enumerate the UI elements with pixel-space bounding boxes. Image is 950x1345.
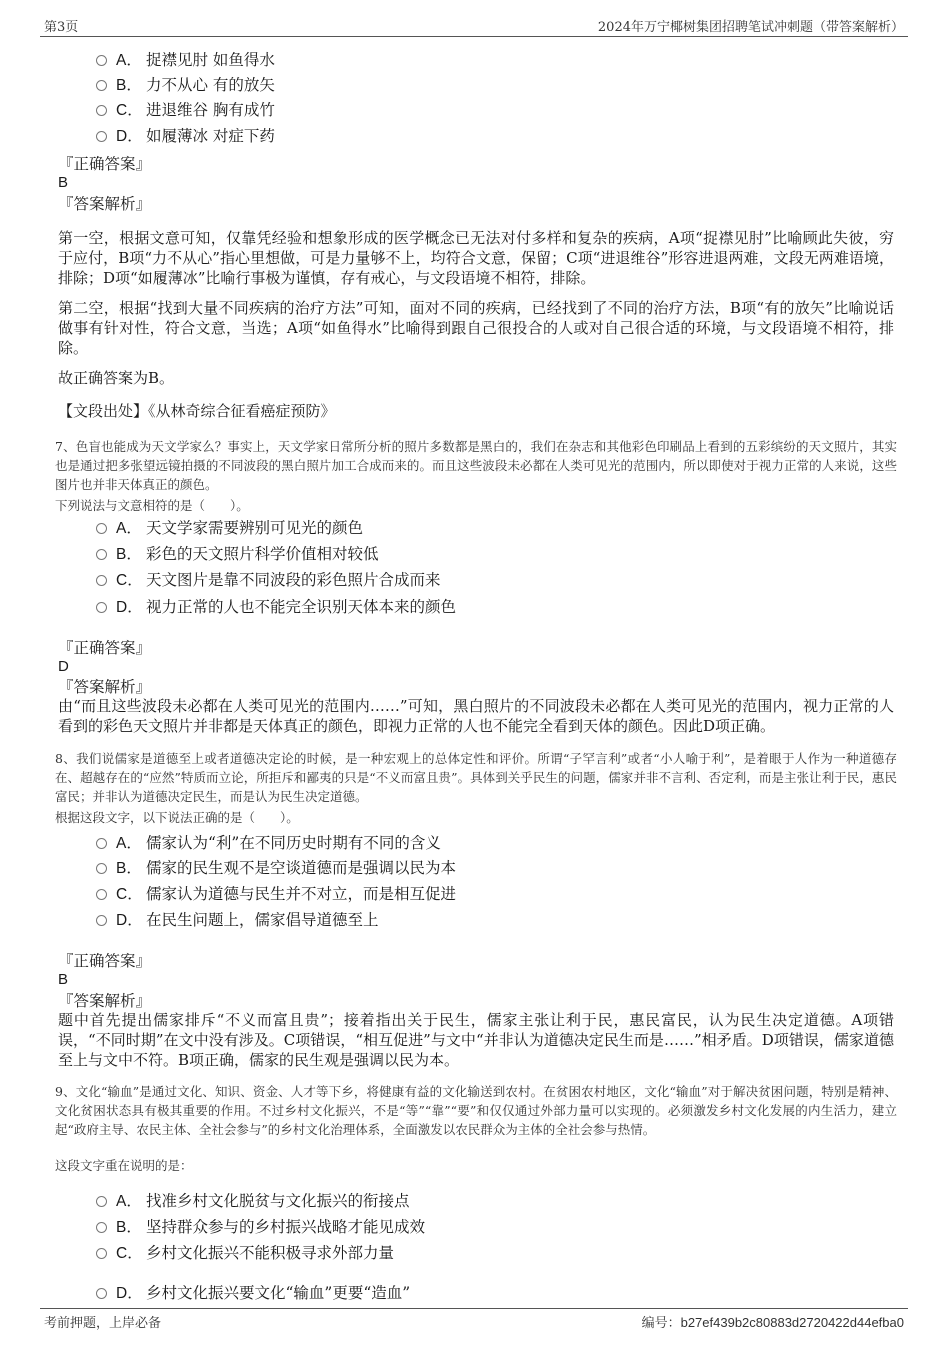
- footer-slogan: 考前押题，上岸必备: [44, 1316, 162, 1331]
- option-text: 彩色的天文照片科学价值相对较低: [146, 545, 379, 563]
- q8-answer-label: 『正确答案』: [58, 952, 152, 970]
- radio-icon[interactable]: [96, 889, 107, 900]
- q6-source: 【文段出处】《从林奇综合征看癌症预防》: [58, 402, 336, 420]
- q6-option-b[interactable]: B． 力不从心 有的放矢: [96, 74, 275, 96]
- q9-stem: 9、文化“输血”是通过文化、知识、资金、人才等下乡，将健康有益的文化输送到农村。在贫困农村地区，文化“输血”对于解决贫困问题，特别是精神、文化贫困状态具有极其重要的作用。不过乡村文化振兴，不是“等”“靠”“要”和仅仅通过外部力量可以实现的。必须激发乡村文化发展的内生活力，建立起“政府主导、农民主体、全社会参与”的乡村文化治理体系，全面激发以农民群众为主体的全社会参与热情。: [55, 1084, 897, 1137]
- q9-option-c[interactable]: C． 乡村文化振兴不能积极寻求外部力量: [96, 1242, 394, 1264]
- code-value: b27ef439b2c80883d2720422d44efba0: [680, 1315, 904, 1330]
- radio-icon[interactable]: [96, 863, 107, 874]
- code-label: 编号：: [641, 1316, 681, 1331]
- option-text: 找准乡村文化脱贫与文化振兴的衔接点: [146, 1192, 410, 1210]
- radio-icon[interactable]: [96, 838, 107, 849]
- q8-option-d[interactable]: D． 在民生问题上，儒家倡导道德至上: [96, 909, 379, 931]
- q7-option-d[interactable]: D． 视力正常的人也不能完全识别天体本来的颜色: [96, 596, 456, 618]
- q6-option-d[interactable]: D． 如履薄冰 对症下药: [96, 125, 275, 147]
- q6-analysis-para2: 第二空，根据“找到大量不同疾病的治疗方法”可知，面对不同的疾病，已经找到了不同的治疗方法，B项“有的放矢”比喻说话做事有针对性，符合文意，当选；A项“如鱼得水”比喻得到跟自己很投合的人或对自己很合适的环境，与文段语境不相符，排除。: [58, 299, 894, 357]
- q9-option-a[interactable]: A． 找准乡村文化脱贫与文化振兴的衔接点: [96, 1190, 410, 1212]
- option-text: 坚持群众参与的乡村振兴战略才能见成效: [146, 1218, 426, 1236]
- q6-analysis-label: 『答案解析』: [58, 195, 152, 213]
- q7-answer-label: 『正确答案』: [58, 639, 152, 657]
- q7-option-c[interactable]: C． 天文图片是靠不同波段的彩色照片合成而来: [96, 569, 441, 591]
- q6-option-c[interactable]: C． 进退维谷 胸有成竹: [96, 99, 275, 121]
- q8-analysis-label: 『答案解析』: [58, 992, 152, 1010]
- q6-answer-label: 『正确答案』: [58, 155, 152, 173]
- q7-option-a[interactable]: A． 天文学家需要辨别可见光的颜色: [96, 517, 363, 539]
- option-text: 儒家认为道德与民生并不对立，而是相互促进: [146, 885, 457, 903]
- radio-icon[interactable]: [96, 1196, 107, 1207]
- page-footer: [40, 1312, 908, 1332]
- q7-option-b[interactable]: B． 彩色的天文照片科学价值相对较低: [96, 543, 379, 565]
- radio-icon[interactable]: [96, 602, 107, 613]
- radio-icon[interactable]: [96, 1248, 107, 1259]
- q9-option-d[interactable]: D． 乡村文化振兴要文化“输血”更要“造血”: [96, 1282, 410, 1304]
- radio-icon[interactable]: [96, 1288, 107, 1299]
- document-code: [642, 1312, 904, 1331]
- radio-icon[interactable]: [96, 575, 107, 586]
- q6-analysis-para1: 第一空，根据文意可知，仅靠凭经验和想象形成的医学概念已无法对付多样和复杂的疾病，A项“捉襟见肘”比喻顾此失彼，穷于应付，B项“力不从心”指心里想做，可是力量够不上，均符合文意，保留；C项“进退维谷”形容进退两难，文段无两难语境，排除；D项“如履薄冰”比喻行事极为谨慎，存有戒心，与文段语境不相符，排除。: [58, 229, 894, 287]
- option-text: 天文图片是靠不同波段的彩色照片合成而来: [146, 571, 441, 589]
- q6-analysis-conclusion: 故正确答案为B。: [58, 369, 175, 387]
- q8-question: 根据这段文字，以下说法正确的是（ ）。: [55, 810, 299, 825]
- q8-answer: B: [58, 971, 69, 988]
- q9-question: 这段文字重在说明的是：: [55, 1158, 193, 1173]
- radio-icon[interactable]: [96, 1222, 107, 1233]
- footer-divider: [40, 1308, 908, 1309]
- q8-option-c[interactable]: C． 儒家认为道德与民生并不对立，而是相互促进: [96, 883, 456, 905]
- option-text: 儒家的民生观不是空谈道德而是强调以民为本: [146, 859, 457, 877]
- page-number: 第3页: [44, 20, 79, 35]
- option-text: 进退维谷 胸有成竹: [146, 101, 275, 119]
- option-text: 力不从心 有的放矢: [146, 76, 275, 94]
- radio-icon[interactable]: [96, 80, 107, 91]
- q7-stem: 7、色盲也能成为天文学家么？事实上，天文学家日常所分析的照片多数都是黑白的，我们在杂志和其他彩色印刷品上看到的五彩缤纷的天文照片，其实也是通过把多张望远镜拍摄的不同波段的黑白照片加工合成而来的。而且这些波段未必都在人类可见光的范围内，所以即使对于视力正常的人来说，这些图片也并非天体真正的颜色。: [55, 439, 897, 492]
- q8-analysis: 题中首先提出儒家排斥“不义而富且贵”；接着指出关于民生，儒家主张让利于民，惠民富民，认为民生决定道德。A项错误，“不同时期”在文中没有涉及。C项错误，“相互促进”与文中“并非认为道德决定民生而是……”相矛盾。D项错误，儒家道德至上与文中不符。B项正确，儒家的民生观是强调以民为本。: [58, 1011, 894, 1069]
- radio-icon[interactable]: [96, 549, 107, 560]
- q8-stem: 8、我们说儒家是道德至上或者道德决定论的时候，是一种宏观上的总体定性和评价。所谓“子罕言利”或者“小人喻于利”，是着眼于人作为一种道德存在、超越存在的“应然”特质而立论，所拒斥和鄙夷的只是“不义而富且贵”。具体到关乎民生的问题，儒家并非不言利、否定利，而是主张让利于民，惠民富民；并非认为道德决定民生，而是认为民生决定道德。: [55, 751, 897, 804]
- option-text: 捉襟见肘 如鱼得水: [146, 51, 275, 69]
- option-text: 儒家认为“利”在不同历史时期有不同的含义: [146, 834, 441, 852]
- q9-option-b[interactable]: B． 坚持群众参与的乡村振兴战略才能见成效: [96, 1216, 425, 1238]
- q8-option-b[interactable]: B． 儒家的民生观不是空谈道德而是强调以民为本: [96, 857, 456, 879]
- q7-question: 下列说法与文意相符的是（ ）。: [55, 498, 249, 513]
- option-text: 乡村文化振兴不能积极寻求外部力量: [146, 1244, 395, 1262]
- option-text: 乡村文化振兴要文化“输血”更要“造血”: [146, 1284, 411, 1302]
- q7-analysis-label: 『答案解析』: [58, 678, 152, 696]
- q6-option-a[interactable]: A． 捉襟见肘 如鱼得水: [96, 49, 275, 71]
- page-header: [40, 16, 908, 36]
- radio-icon[interactable]: [96, 523, 107, 534]
- radio-icon[interactable]: [96, 131, 107, 142]
- q8-option-a[interactable]: A． 儒家认为“利”在不同历史时期有不同的含义: [96, 832, 441, 854]
- radio-icon[interactable]: [96, 105, 107, 116]
- option-text: 如履薄冰 对症下药: [146, 127, 275, 145]
- document-title: 2024年万宁椰树集团招聘笔试冲刺题（带答案解析）: [597, 20, 904, 35]
- q7-answer: D: [58, 658, 69, 675]
- option-text: 天文学家需要辨别可见光的颜色: [146, 519, 364, 537]
- q6-answer: B: [58, 174, 69, 191]
- header-divider: [40, 36, 908, 37]
- q7-analysis: 由“而且这些波段未必都在人类可见光的范围内……”可知，黑白照片的不同波段未必都在人类可见光的范围内，视力正常的人看到的彩色天文照片并非都是天体真正的颜色，即视力正常的人也不能完全看到天体的颜色。因此D项正确。: [58, 697, 894, 735]
- option-text: 视力正常的人也不能完全识别天体本来的颜色: [146, 598, 457, 616]
- radio-icon[interactable]: [96, 915, 107, 926]
- radio-icon[interactable]: [96, 55, 107, 66]
- option-text: 在民生问题上，儒家倡导道德至上: [146, 911, 379, 929]
